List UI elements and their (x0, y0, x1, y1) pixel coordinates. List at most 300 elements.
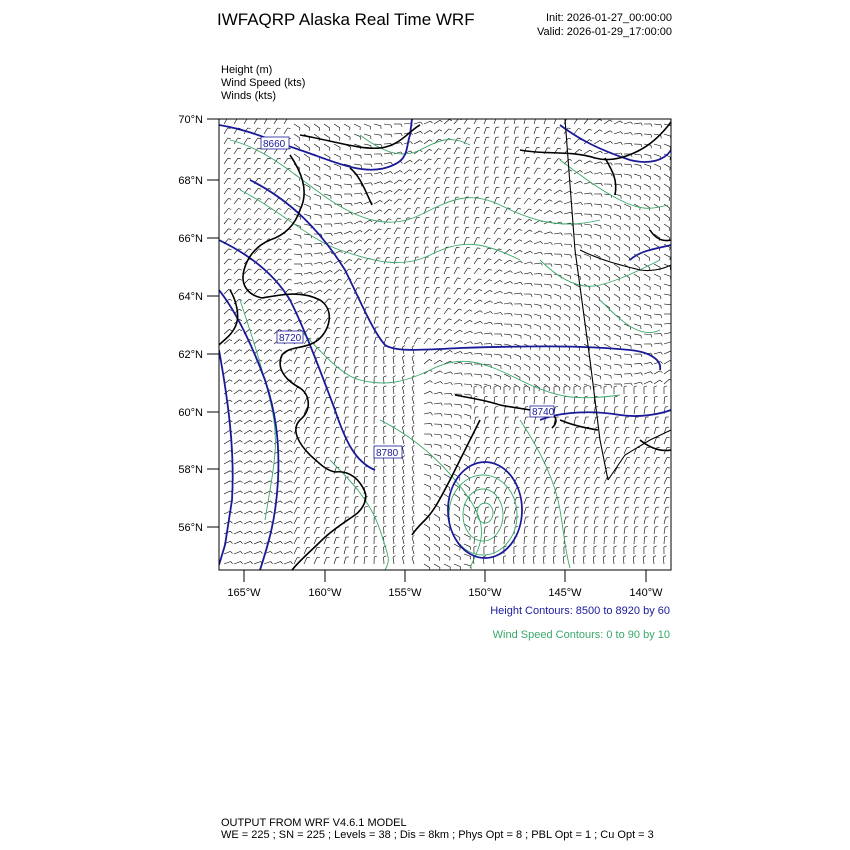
wind-barb-feather (301, 245, 302, 248)
wind-barb (664, 397, 665, 404)
wind-barb (594, 173, 601, 175)
wind-barb-feather (430, 140, 433, 142)
wind-barb (534, 263, 541, 264)
wind-barb-feather (402, 386, 405, 388)
wind-barb (402, 347, 404, 354)
wind-barb (624, 488, 627, 494)
wind-barb-feather (484, 386, 487, 387)
wind-barb (624, 344, 631, 346)
wind-barb-feather (490, 301, 492, 303)
wind-barb-feather (371, 192, 373, 194)
wind-barb-feather (440, 371, 442, 373)
wind-barb-feather (639, 228, 640, 231)
wind-barb (664, 351, 670, 354)
wind-barb-feather (374, 556, 377, 557)
wind-barb (394, 248, 397, 255)
wind-barb (314, 281, 320, 284)
wind-barb-feather (360, 240, 363, 242)
wind-barb (394, 327, 396, 334)
wind-barb (324, 134, 330, 138)
wind-barb-feather (384, 426, 387, 427)
wind-barb-feather (581, 224, 582, 227)
wind-barb (524, 178, 527, 184)
wind-barb (514, 488, 517, 494)
wind-barb (624, 407, 625, 414)
wind-barb-feather (569, 338, 570, 341)
wind-barb (234, 451, 240, 455)
wind-barb-feather (380, 191, 382, 193)
wind-barb-feather (374, 366, 377, 367)
wind-barb-feather (238, 148, 241, 149)
wind-barb-feather (513, 556, 516, 557)
wind-barb (374, 210, 380, 214)
wind-barb-feather (565, 536, 568, 537)
wind-barb-feather (551, 232, 553, 234)
wind-barb-feather (441, 424, 442, 427)
wind-barb (474, 478, 477, 484)
wind-barb (394, 180, 400, 184)
wind-barb (234, 360, 240, 364)
wind-barb (314, 194, 321, 197)
wind-barb (484, 177, 486, 184)
wind-barb (474, 238, 477, 244)
wind-barb (564, 180, 570, 184)
wind-barb-feather (541, 242, 543, 244)
wind-barb-feather (579, 348, 580, 351)
wind-barb-feather (384, 406, 387, 407)
wind-barb-feather (645, 407, 648, 408)
wind-barb-feather (641, 363, 642, 366)
wind-barb (464, 128, 468, 134)
wind-barb (344, 397, 346, 404)
wind-barb (402, 477, 404, 484)
wind-barb-feather (329, 289, 332, 290)
wind-barb-feather (381, 163, 382, 166)
wind-barb (574, 397, 575, 404)
wind-barb (314, 124, 320, 128)
wind-barb (484, 248, 488, 254)
wind-barb (524, 168, 527, 174)
wind-barb (364, 517, 365, 524)
wind-barb-feather (589, 140, 592, 142)
wind-barb-feather (251, 551, 253, 553)
wind-barb (254, 299, 259, 304)
wind-barb-feather (439, 130, 442, 132)
wind-barb (574, 458, 577, 464)
wind-barb-feather (299, 128, 300, 131)
wind-barb (554, 384, 560, 388)
wind-barb-feather (609, 268, 610, 271)
wind-barb-feather (259, 299, 262, 300)
wind-barb (334, 337, 336, 344)
wind-barb (254, 531, 260, 534)
wind-barb-feather (511, 303, 513, 306)
wind-barb (393, 367, 394, 374)
wind-barb-feather (468, 268, 471, 269)
wind-barb (554, 128, 557, 134)
wind-barb-feather (278, 209, 281, 210)
wind-barb (654, 527, 655, 534)
wind-barb (484, 427, 486, 434)
wind-barb-feather (428, 328, 431, 329)
wind-barb (314, 448, 317, 454)
wind-barb-feather (384, 366, 387, 367)
wind-barb (654, 352, 661, 354)
wind-barb (424, 381, 430, 384)
wind-barb (284, 491, 290, 494)
wind-barb (264, 309, 269, 314)
wind-barb (644, 314, 651, 316)
wind-barb (384, 124, 391, 125)
wind-barb-feather (651, 135, 652, 138)
wind-barb (254, 491, 260, 494)
wind-barb-feather (439, 149, 442, 150)
wind-barb-feather (341, 195, 342, 198)
wind-barb (424, 544, 430, 548)
wind-barb-feather (431, 434, 432, 437)
wind-barb (484, 488, 487, 494)
wind-barb (554, 364, 560, 368)
wind-barb (544, 448, 547, 454)
wind-barb (594, 438, 597, 445)
wind-barb-feather (595, 536, 598, 537)
wind-barb (334, 417, 336, 424)
wind-barb (604, 214, 611, 216)
wind-barb (654, 380, 660, 384)
wind-barb-feather (503, 556, 506, 557)
wind-barb (624, 397, 625, 404)
wind-barb-feather (439, 329, 442, 330)
contour-label-8660: 8660 (263, 139, 286, 150)
wind-barb (494, 313, 501, 315)
wind-barb (284, 269, 289, 274)
wind-barb (464, 404, 471, 406)
wind-barb (454, 554, 460, 557)
wind-barb-feather (329, 128, 330, 131)
wind-barb (454, 494, 460, 498)
wind-barb (444, 372, 451, 374)
wind-barb (234, 541, 241, 544)
wind-barb (644, 184, 650, 187)
wind-barb (404, 179, 409, 184)
wind-barb (654, 458, 657, 464)
wind-barb (402, 487, 404, 494)
wind-barb-feather (380, 210, 383, 212)
wind-barb (484, 384, 491, 386)
wind-barb (644, 284, 650, 287)
wind-barb (254, 501, 260, 504)
wind-barb (514, 438, 517, 445)
wind-barb-feather (309, 329, 312, 330)
lon-label-165: 165°W (227, 587, 261, 599)
wind-barb (294, 134, 300, 138)
wind-barb-feather (525, 527, 528, 528)
wind-barb (664, 517, 666, 524)
wind-barb (544, 200, 550, 204)
wind-barb-feather (399, 199, 402, 200)
wind-barb-feather (393, 476, 396, 478)
wind-barb (594, 324, 600, 328)
wind-barb (474, 343, 481, 344)
wind-barb (274, 229, 279, 234)
wind-barb-feather (449, 319, 452, 320)
wind-barb (574, 324, 580, 328)
wind-barb (584, 364, 590, 367)
wind-barb (264, 531, 270, 534)
wind-barb-feather (599, 318, 600, 321)
wind-barb-feather (355, 537, 358, 538)
wind-barb (344, 357, 346, 364)
wind-barb-feather (374, 426, 377, 427)
wind-barb-feather (551, 264, 552, 267)
wind-barb-feather (249, 289, 252, 290)
wind-barb (594, 507, 596, 514)
wind-barb-feather (609, 288, 610, 291)
wind-barb (594, 304, 600, 308)
wind-barb (234, 491, 240, 494)
wind-barb-feather (501, 334, 502, 337)
wind-barb-feather (249, 299, 252, 300)
wind-barb (364, 387, 365, 394)
wind-barb (514, 354, 521, 357)
wind-barb-feather (279, 309, 282, 310)
wind-barb-feather (559, 368, 560, 371)
wind-barb-feather (621, 185, 622, 188)
wind-barb (624, 214, 630, 217)
wind-barb-feather (575, 536, 578, 537)
wind-barb (614, 488, 617, 494)
wind-barb (564, 284, 571, 287)
wind-barb (524, 209, 529, 214)
wind-barb-feather (469, 468, 470, 471)
wind-barb-feather (290, 471, 292, 473)
wind-barb-feather (318, 328, 321, 329)
wind-barb (564, 374, 570, 378)
wind-barb (444, 298, 448, 304)
wind-barb-feather (260, 491, 262, 493)
wind-barb-feather (660, 188, 661, 191)
wind-barb-feather (508, 218, 511, 219)
wind-barb (444, 119, 449, 124)
wind-barb-feather (270, 511, 272, 513)
wind-barb (514, 147, 516, 154)
wind-barb (284, 279, 289, 284)
wind-barb (444, 554, 450, 557)
wind-barb (224, 501, 230, 504)
wind-barb (394, 338, 397, 345)
wind-barb (484, 374, 491, 376)
wind-barb (484, 280, 490, 284)
wind-barb (624, 294, 630, 298)
wind-barb (334, 477, 336, 484)
wind-barb-feather (341, 186, 342, 189)
wind-barb (274, 198, 278, 204)
wind-barb-feather (249, 350, 252, 352)
wind-barb (474, 527, 475, 534)
wind-barb-feather (299, 138, 300, 141)
wind-barb-feather (229, 299, 232, 300)
wind-barb-feather (291, 551, 293, 553)
wind-barb (574, 334, 580, 338)
wind-barb (224, 481, 230, 484)
wind-barb-feather (290, 491, 292, 493)
wind-barb-feather (384, 396, 387, 397)
wind-barb (634, 363, 641, 364)
wind-barb (384, 317, 386, 324)
wind-barb (294, 558, 297, 564)
wind-barb (454, 278, 458, 284)
wind-barb (224, 309, 229, 314)
wind-barb (304, 144, 310, 148)
wind-barb-feather (525, 396, 528, 397)
wind-barb-feather (355, 517, 358, 518)
wind-barb (274, 259, 279, 264)
wind-barb (614, 438, 617, 445)
wind-barb (654, 264, 660, 267)
wind-barb (574, 438, 577, 445)
wind-barb-feather (393, 396, 396, 398)
wind-barb-feather (389, 209, 392, 210)
wind-barb-feather (330, 261, 332, 263)
wind-barb (564, 244, 571, 245)
wind-barb (394, 307, 396, 314)
wind-barb (554, 427, 556, 434)
wind-barb (554, 517, 556, 524)
wind-barb-feather (613, 556, 616, 557)
wind-barb (424, 423, 431, 424)
wind-barb (274, 400, 280, 404)
wind-barb-feather (555, 396, 558, 397)
wind-barb (402, 397, 404, 404)
wind-barb (284, 471, 290, 474)
wind-barb (633, 557, 634, 564)
wind-barb-feather (260, 430, 262, 432)
wind-barb-feather (579, 368, 580, 371)
wind-barb-feather (645, 527, 648, 528)
wind-barb (534, 117, 536, 124)
wind-barb (634, 373, 641, 374)
wind-barb (544, 324, 550, 327)
wind-barb (364, 437, 365, 444)
wind-barb (494, 259, 499, 264)
wind-barb (414, 141, 420, 144)
wind-barb-feather (412, 425, 414, 427)
wind-barb-feather (249, 279, 252, 280)
wind-barb (594, 427, 596, 434)
wind-barb (254, 420, 260, 424)
wind-barb (404, 307, 406, 314)
wind-barb (244, 239, 249, 244)
wind-barb (364, 527, 365, 534)
wind-barb (434, 329, 439, 334)
wind-barb (354, 268, 358, 274)
wind-barb (414, 179, 418, 184)
wind-barb-feather (554, 546, 557, 547)
wind-barb-feather (651, 344, 652, 347)
wind-barb (514, 334, 521, 336)
wind-barb-feather (519, 229, 522, 230)
wind-barb (594, 497, 597, 504)
wind-barb (304, 194, 310, 197)
wind-barb (393, 557, 394, 564)
wind-barb (314, 309, 319, 314)
wind-barb-feather (402, 516, 405, 518)
wind-barb (304, 538, 307, 544)
wind-barb (614, 407, 615, 414)
wind-barb (494, 238, 498, 244)
wind-barb-feather (541, 274, 542, 277)
wind-barb (254, 168, 258, 174)
wind-barb-feather (412, 355, 414, 357)
wind-barb (424, 227, 426, 234)
wind-barb-feather (570, 388, 571, 391)
wind-barb (524, 397, 525, 404)
wind-barb (424, 277, 426, 284)
wind-barb-feather (524, 386, 527, 387)
wind-barb (584, 468, 587, 474)
wind-barb (514, 188, 517, 194)
wind-barb-feather (260, 501, 262, 503)
wind-barb-feather (379, 219, 382, 220)
wind-barb (304, 418, 307, 424)
wind-barb (594, 294, 600, 298)
wind-barb-feather (439, 518, 440, 521)
wind-barb (484, 207, 486, 214)
wind-barb (554, 264, 561, 265)
wind-barb (294, 388, 297, 394)
wind-barb (644, 417, 646, 424)
wind-barb-feather (555, 527, 558, 528)
wind-barb (344, 241, 350, 245)
wind-barb (554, 354, 560, 358)
wind-barb (344, 497, 346, 504)
wind-barb (624, 314, 630, 317)
wind-barb-feather (365, 346, 368, 347)
wind-barb (444, 217, 446, 224)
wind-barb (244, 360, 250, 364)
wind-barb-feather (365, 406, 368, 407)
wind-barb-feather (258, 178, 261, 179)
wind-barb-feather (355, 417, 358, 418)
lon-label-155: 155°W (388, 587, 422, 599)
wind-barb-feather (484, 546, 487, 547)
wind-barb-feather (553, 556, 556, 557)
wind-barb-feather (510, 260, 513, 262)
wind-barb (654, 371, 660, 374)
wind-barb (654, 184, 660, 188)
wind-barb (504, 188, 507, 195)
wind-barb-feather (419, 160, 422, 161)
wind-barb (324, 204, 331, 205)
wind-barb (234, 219, 238, 224)
field-label-wind-speed: Wind Speed (kts) (221, 77, 306, 89)
wind-barb-feather (229, 239, 232, 240)
wind-barb (604, 497, 607, 504)
wind-barb (244, 430, 250, 434)
wind-barb (664, 370, 670, 374)
wind-barb (584, 384, 591, 387)
wind-barb-feather (402, 536, 405, 538)
wind-barb (384, 258, 387, 264)
wind-barb-feather (374, 416, 377, 417)
wind-barb (374, 248, 378, 254)
wind-barb (564, 384, 570, 388)
wind-barb (364, 367, 365, 374)
wind-barb-feather (539, 189, 542, 190)
wind-barb (634, 324, 641, 326)
wind-barb (334, 318, 337, 324)
wind-barb-feather (559, 358, 560, 361)
